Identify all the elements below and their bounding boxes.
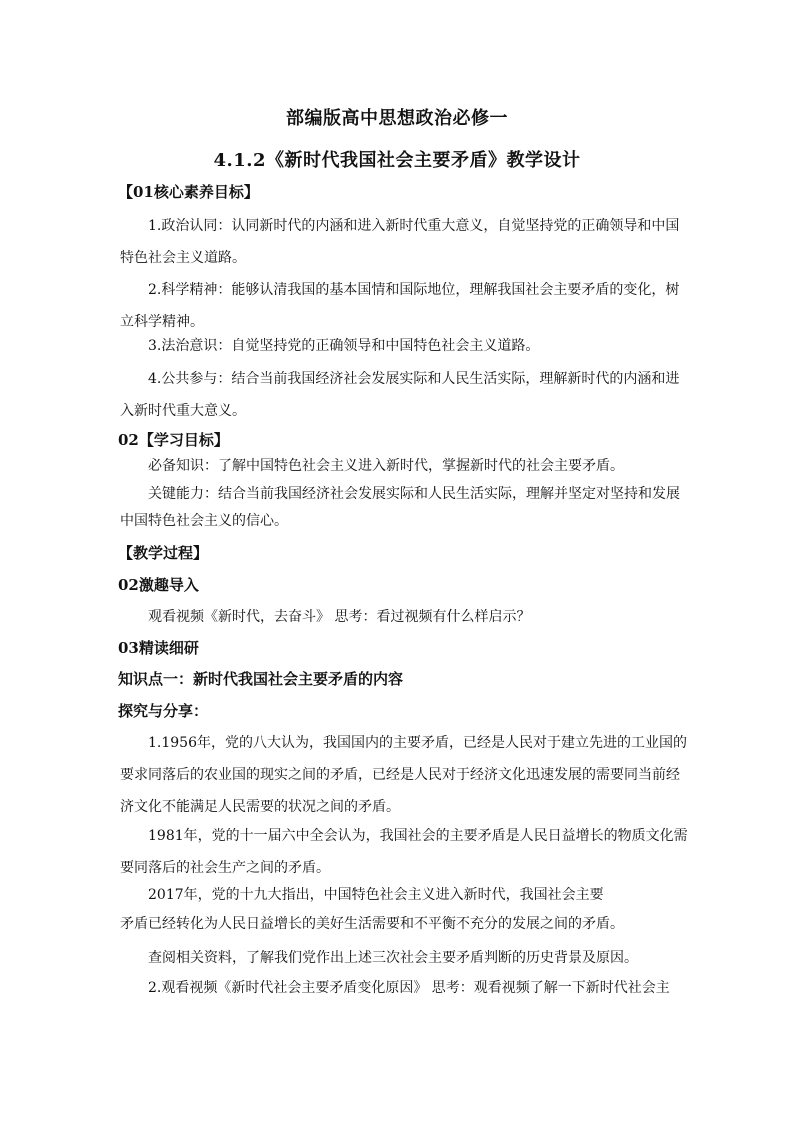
- core-item-1-line-2: 特色社会主义道路。: [120, 250, 246, 266]
- section-core-heading: 【01核心素养目标】: [118, 183, 259, 201]
- core-item-1-line-1: 1.政治认同：认同新时代的内涵和进入新时代重大意义，自觉坚持党的正确领导和中国: [148, 218, 680, 234]
- para-2-line-1: 1981年，党的十一届六中全会认为，我国社会的主要矛盾是人民日益增长的物质文化需: [148, 828, 688, 844]
- section-goal-heading: 02【学习目标】: [118, 431, 229, 449]
- para-1-line-2: 要求同落后的农业国的现实之间的矛盾，已经是人民对于经济文化迅速发展的需要同当前经: [120, 767, 680, 783]
- goal-item-2-line-2: 中国特色社会主义的信心。: [120, 513, 288, 529]
- explore-heading: 探究与分享：: [118, 702, 209, 720]
- core-item-4-line-1: 4.公共参与：结合当前我国经济社会发展实际和人民生活实际，理解新时代的内涵和进: [148, 371, 680, 387]
- section-process-heading: 【教学过程】: [118, 544, 209, 562]
- para-1-line-1: 1.1956年，党的八大认为，我国国内的主要矛盾，已经是人民对于建立先进的工业国的: [148, 735, 687, 751]
- document-subtitle: 4.1.2《新时代我国社会主要矛盾》教学设计: [213, 150, 581, 171]
- para-1-line-3: 济文化不能满足人民需要的状况之间的矛盾。: [120, 799, 400, 815]
- knowledge-point-heading: 知识点一：新时代我国社会主要矛盾的内容: [118, 670, 404, 688]
- core-item-2-line-1: 2.科学精神：能够认清我国的基本国情和国际地位，理解我国社会主要矛盾的变化，树: [148, 282, 680, 298]
- intro-text: 观看视频《新时代，去奋斗》 思考：看过视频有什么样启示？: [148, 609, 531, 625]
- core-item-2-line-2: 立科学精神。: [120, 314, 204, 330]
- para-3-line-1: 2017年，党的十九大指出，中国特色社会主义进入新时代，我国社会主要: [148, 887, 604, 903]
- goal-item-2-line-1: 关键能力：结合当前我国经济社会发展实际和人民生活实际，理解并坚定对坚持和发展: [148, 486, 680, 502]
- core-item-3: 3.法治意识：自觉坚持党的正确领导和中国特色社会主义道路。: [148, 338, 540, 354]
- para-4: 查阅相关资料，了解我们党作出上述三次社会主要矛盾判断的历史背景及原因。: [148, 950, 638, 966]
- para-5: 2.观看视频《新时代社会主要矛盾变化原因》 思考：观看视频了解一下新时代社会主: [148, 980, 670, 996]
- document-title: 部编版高中思想政治必修一: [286, 108, 508, 129]
- para-2-line-2: 要同落后的社会生产之间的矛盾。: [120, 860, 330, 876]
- section-intro-heading: 02激趣导入: [118, 576, 199, 594]
- para-3-line-2: 矛盾已经转化为人民日益增长的美好生活需要和不平衡不充分的发展之间的矛盾。: [120, 916, 624, 932]
- section-read-heading: 03精读细研: [118, 639, 199, 657]
- goal-item-1: 必备知识：了解中国特色社会主义进入新时代，掌握新时代的社会主要矛盾。: [148, 458, 624, 474]
- core-item-4-line-2: 入新时代重大意义。: [120, 403, 246, 419]
